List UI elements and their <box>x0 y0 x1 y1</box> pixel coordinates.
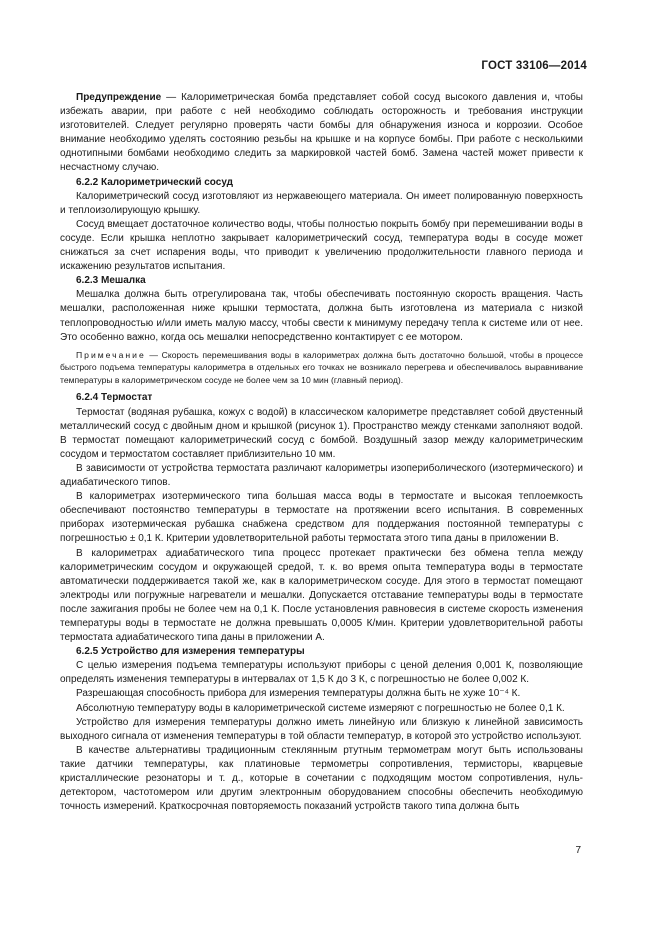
warning-paragraph <box>60 91 583 176</box>
warning-text: — Калориметрическая бомба представляет собой сосуд высокого давления и, чтобы избежать аварии, при работе с ней необходимо соблюдать осторожность и требования инструкции изготовителей. Следует регулярно проверять части бомбы для обнаружения износа и коррозии. Особое внимание необходимо уделять состоянию резьбы на крышке и на корпусе бомбы. При работе с несколькими однотипными бомбами необходимо следить за маркировкой частей бомб. Замена частей может привести к несчастному случаю. <box>60 92 583 174</box>
section-heading-6-2-3: 6.2.3 Мешалка <box>76 275 146 287</box>
paragraph-6-2-2-1: Калориметрический сосуд изготовляют из нержавеющего материала. Он имеет полированную поверхность и теплоизолирующую крышку. <box>60 190 583 216</box>
paragraph-6-2-4-1: Термостат (водяная рубашка, кожух с водой) в классическом калориметре представляет собой двустенный металлический сосуд с двойным дном и крышкой (рисунок 1). Пространство между стенками заполняют водой. В термостат помещают калориметрический сосуд с бомбой. Воздушный зазор между калориметрическим сосудом и термостатом составляет приблизительно 10 мм. <box>60 406 583 460</box>
paragraph-6-2-4-3: В калориметрах изотермического типа большая масса воды в термостате и высокая теплоемкость обеспечивают постоянство температуры в термостате на протяжении всего испытания. В современных приборах изотермическая рубашка снабжена средством для поддержания постоянной температуры с погрешностью ± 0,1 К. Критерии удовлетворительной работы термостата этого типа даны в приложении В. <box>60 491 583 545</box>
section-heading-6-2-5: 6.2.5 Устройство для измерения температуры <box>76 646 305 658</box>
document-standard-id: ГОСТ 33106—2014 <box>481 60 587 72</box>
paragraph-6-2-2-2: Сосуд вмещает достаточное количество воды, чтобы полностью покрыть бомбу при перемешивании воды в сосуде. Если крышка неплотно закрывает калориметрический сосуд, температура воды в сосуде может снижаться за счет испарения воды, что приводит к увеличению продолжительности главного периода и искажению результатов испытания. <box>60 218 583 273</box>
warning-label: Предупреждение <box>76 92 162 103</box>
note-text: — Скорость перемешивания воды в калориметрах должна быть достаточно большой, чтобы в процессе быстрого подъема температуры калориметра в отдельных его точках не возникало перегрева и обеспечивалось выравнивание температуры в калориметрическом сосуде не более чем за 10 мин (главный период). <box>60 349 583 385</box>
page-number: 7 <box>575 845 581 856</box>
document-body <box>60 91 583 814</box>
note-paragraph <box>60 349 583 387</box>
paragraph-6-2-4-2: В зависимости от устройства термостата различают калориметры изопериболического (изотермического) и адиабатического типов. <box>60 462 583 489</box>
paragraph-6-2-5-2: Разрешающая способность прибора для измерения температуры должна быть не хуже 10⁻⁴ К. <box>76 688 521 700</box>
paragraph-6-2-5-3: Абсолютную температуру воды в калориметрической системе измеряют с погрешностью не более 0,1 К. <box>76 702 565 714</box>
paragraph-6-2-3-1: Мешалка должна быть отрегулирована так, чтобы обеспечивать постоянную скорость вращения. Часть мешалки, расположенная ниже крышки термостата, должна быть изготовлена из материала с низкой теплопроводностью и/или иметь малую массу, чтобы свести к минимуму передачу тепла к системе или от нее. Это особенно важно, когда ось мешалки непосредственно контактирует с ее мотором. <box>60 289 583 343</box>
section-heading-6-2-2: 6.2.2 Калориметрический сосуд <box>76 176 234 188</box>
paragraph-6-2-5-5: В качестве альтернативы традиционным стеклянным ртутным термометрам могут быть использованы такие датчики температуры, как платиновые термометры сопротивления, термисторы, кварцевые кристаллические резонаторы и т. д., которые в сочетании с подходящим мостом сопротивления, нуль-детектором, частотомером или другим электронным оборудованием способны обеспечить необходимую точность измерений. Краткосрочная повторяемость показаний устройств такого типа должна быть <box>60 744 583 813</box>
paragraph-6-2-5-4: Устройство для измерения температуры должно иметь линейную или близкую к линейной зависимость выходного сигнала от изменения температуры в той области температур, в которой это устройство используют. <box>60 716 583 742</box>
note-label: Примечание <box>76 349 146 360</box>
paragraph-6-2-4-4: В калориметрах адиабатического типа процесс протекает практически без обмена тепла между калориметрическим сосудом и окружающей средой, т. к. во время опыта температура воды в термостате автоматически поддерживается такой же, как в калориметрическом сосуде. Для этого в термостат помещают электроды или погружные нагреватели и мешалки. Допускается отставание температуры воды в термостате после зажигания пробы не более чем на 0,1 К. После установления равновесия в системе скорость изменения температуры воды в термостате не должна превышать 0,0005 К/мин. Критерии удовлетворительной работы термостата адиабатического типа даны в приложении А. <box>60 547 583 644</box>
section-heading-6-2-4: 6.2.4 Термостат <box>76 392 153 404</box>
paragraph-6-2-5-1: С целью измерения подъема температуры используют приборы с ценой деления 0,001 К, позволяющие определять изменения температуры в интервалах от 1,5 К до 3 К, с погрешностью не более 0,002 К. <box>60 660 583 686</box>
